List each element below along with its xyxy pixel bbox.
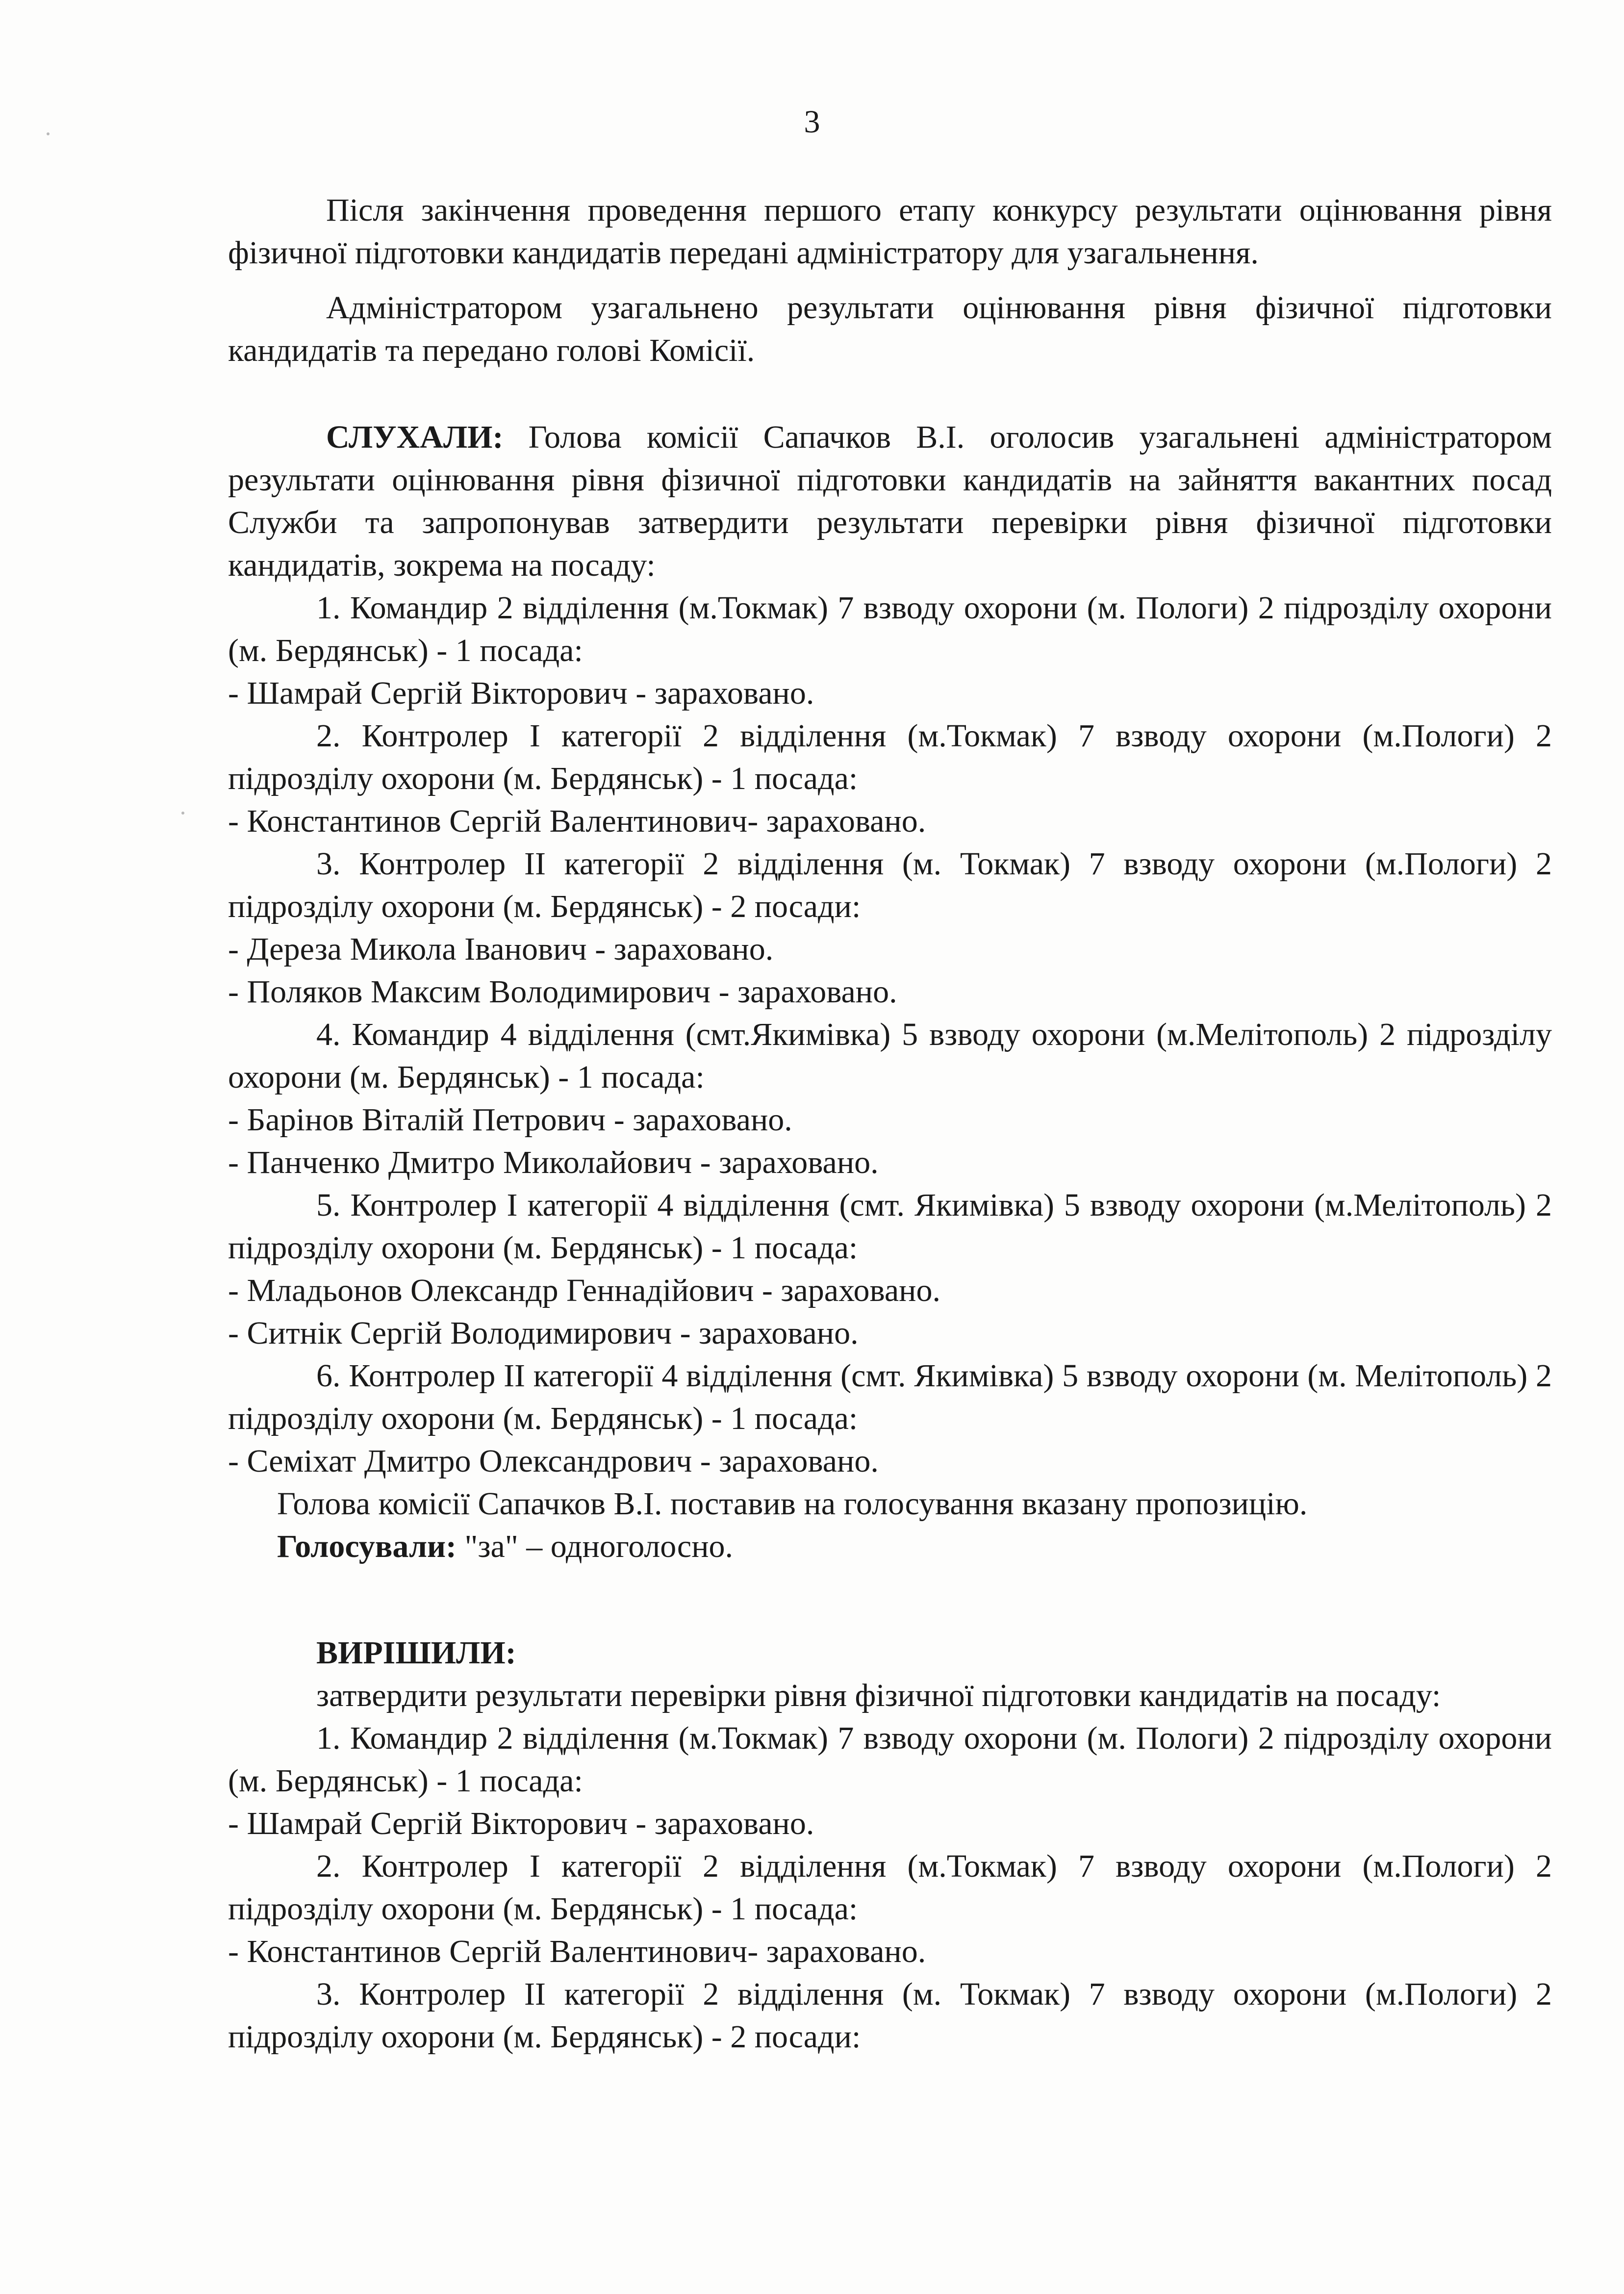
heard-item-4-candidate-1: - Барінов Віталій Петрович - зараховано. bbox=[228, 1102, 792, 1138]
decided-item-1-position: 1. Командир 2 відділення (м.Токмак) 7 взводу охорони (м. Пологи) 2 підрозділу охорони (м. Бердянськ) - 1 посада: bbox=[228, 1720, 1552, 1799]
heard-item-5-position: 5. Контролер І категорії 4 відділення (смт. Якимівка) 5 взводу охорони (м.Мелітополь) 2 підрозділу охорони (м. Бердянськ) - 1 посада: bbox=[228, 1187, 1552, 1266]
heard-paragraph bbox=[228, 416, 1552, 586]
spacer bbox=[228, 372, 1552, 416]
intro-paragraph-2: Адміністратором узагальнено результати оцінювання рівня фізичної підготовки кандидатів та передано голові Комісії. bbox=[228, 290, 1552, 368]
heard-item-2-candidate-1: - Константинов Сергій Валентинович- зараховано. bbox=[228, 803, 926, 839]
heard-item-3-position: 3. Контролер ІІ категорії 2 відділення (м. Токмак) 7 взводу охорони (м.Пологи) 2 підрозділу охорони (м. Бердянськ) - 2 посади: bbox=[228, 846, 1552, 924]
heard-item-5-candidate-1: - Младьонов Олександр Геннадійович - зараховано. bbox=[228, 1273, 940, 1308]
scan-speck bbox=[47, 132, 50, 135]
heard-item-3-candidate-2: - Поляков Максим Володимирович - зараховано. bbox=[228, 974, 897, 1010]
decided-text: затвердити результати перевірки рівня фізичної підготовки кандидатів на посаду: bbox=[316, 1678, 1441, 1713]
decided-item-1-candidate-1: - Шамрай Сергій Вікторович - зараховано. bbox=[228, 1806, 814, 1841]
scan-speck bbox=[181, 812, 184, 815]
heard-item-6-candidate-1: - Семіхат Дмитро Олександрович - зараховано. bbox=[228, 1443, 879, 1479]
vote-label: Голосували: bbox=[277, 1529, 457, 1564]
heard-item-5-candidate-2: - Ситнік Сергій Володимирович - зараховано. bbox=[228, 1315, 859, 1351]
document-body bbox=[228, 189, 1552, 2058]
heard-item-4-position: 4. Командир 4 відділення (смт.Якимівка) 5 взводу охорони (м.Мелітополь) 2 підрозділу охорони (м. Бердянськ) - 1 посада: bbox=[228, 1017, 1552, 1095]
decided-item-2-candidate-1: - Константинов Сергій Валентинович- зараховано. bbox=[228, 1934, 926, 1969]
heard-text: Голова комісії Сапачков В.І. оголосив узагальнені адміністратором результати оцінювання рівня фізичної підготовки кандидатів на зайняття вакантних посад Служби та запропонував затвердити результати перевірки рівня фізичної підготовки кандидатів, зокрема на посаду: bbox=[228, 419, 1552, 583]
page-number: 3 bbox=[804, 104, 820, 140]
heard-item-1-position: 1. Командир 2 відділення (м.Токмак) 7 взводу охорони (м. Пологи) 2 підрозділу охорони (м. Бердянськ) - 1 посада: bbox=[228, 590, 1552, 668]
decided-item-3-position: 3. Контролер ІІ категорії 2 відділення (м. Токмак) 7 взводу охорони (м.Пологи) 2 підрозділу охорони (м. Бердянськ) - 2 посади: bbox=[228, 1976, 1552, 2055]
decided-label: ВИРІШИЛИ: bbox=[316, 1635, 516, 1671]
heard-item-1-candidate-1: - Шамрай Сергій Вікторович - зараховано. bbox=[228, 675, 814, 711]
intro-paragraph-1: Після закінчення проведення першого етапу конкурсу результати оцінювання рівня фізичної підготовки кандидатів передані адміністратору для узагальнення. bbox=[228, 192, 1552, 271]
decided-item-2-position: 2. Контролер І категорії 2 відділення (м.Токмак) 7 взводу охорони (м.Пологи) 2 підрозділу охорони (м. Бердянськ) - 1 посада: bbox=[228, 1848, 1552, 1927]
heard-item-6-position: 6. Контролер ІІ категорії 4 відділення (смт. Якимівка) 5 взводу охорони (м. Мелітополь) 2 підрозділу охорони (м. Бердянськ) - 1 посада: bbox=[228, 1358, 1552, 1436]
heard-label: СЛУХАЛИ: bbox=[326, 419, 504, 455]
vote-line bbox=[228, 1525, 1552, 1568]
heard-item-2-position: 2. Контролер І категорії 2 відділення (м.Токмак) 7 взводу охорони (м.Пологи) 2 підрозділу охорони (м. Бердянськ) - 1 посада: bbox=[228, 718, 1552, 796]
vote-result: "за" – одноголосно. bbox=[457, 1529, 734, 1564]
heard-item-4-candidate-2: - Панченко Дмитро Миколайович - зараховано. bbox=[228, 1145, 879, 1180]
heard-item-3-candidate-1: - Дереза Микола Іванович - зараховано. bbox=[228, 931, 774, 967]
vote-proposal: Голова комісії Сапачков В.І. поставив на голосування вказану пропозицію. bbox=[277, 1486, 1308, 1522]
spacer bbox=[228, 1568, 1552, 1631]
